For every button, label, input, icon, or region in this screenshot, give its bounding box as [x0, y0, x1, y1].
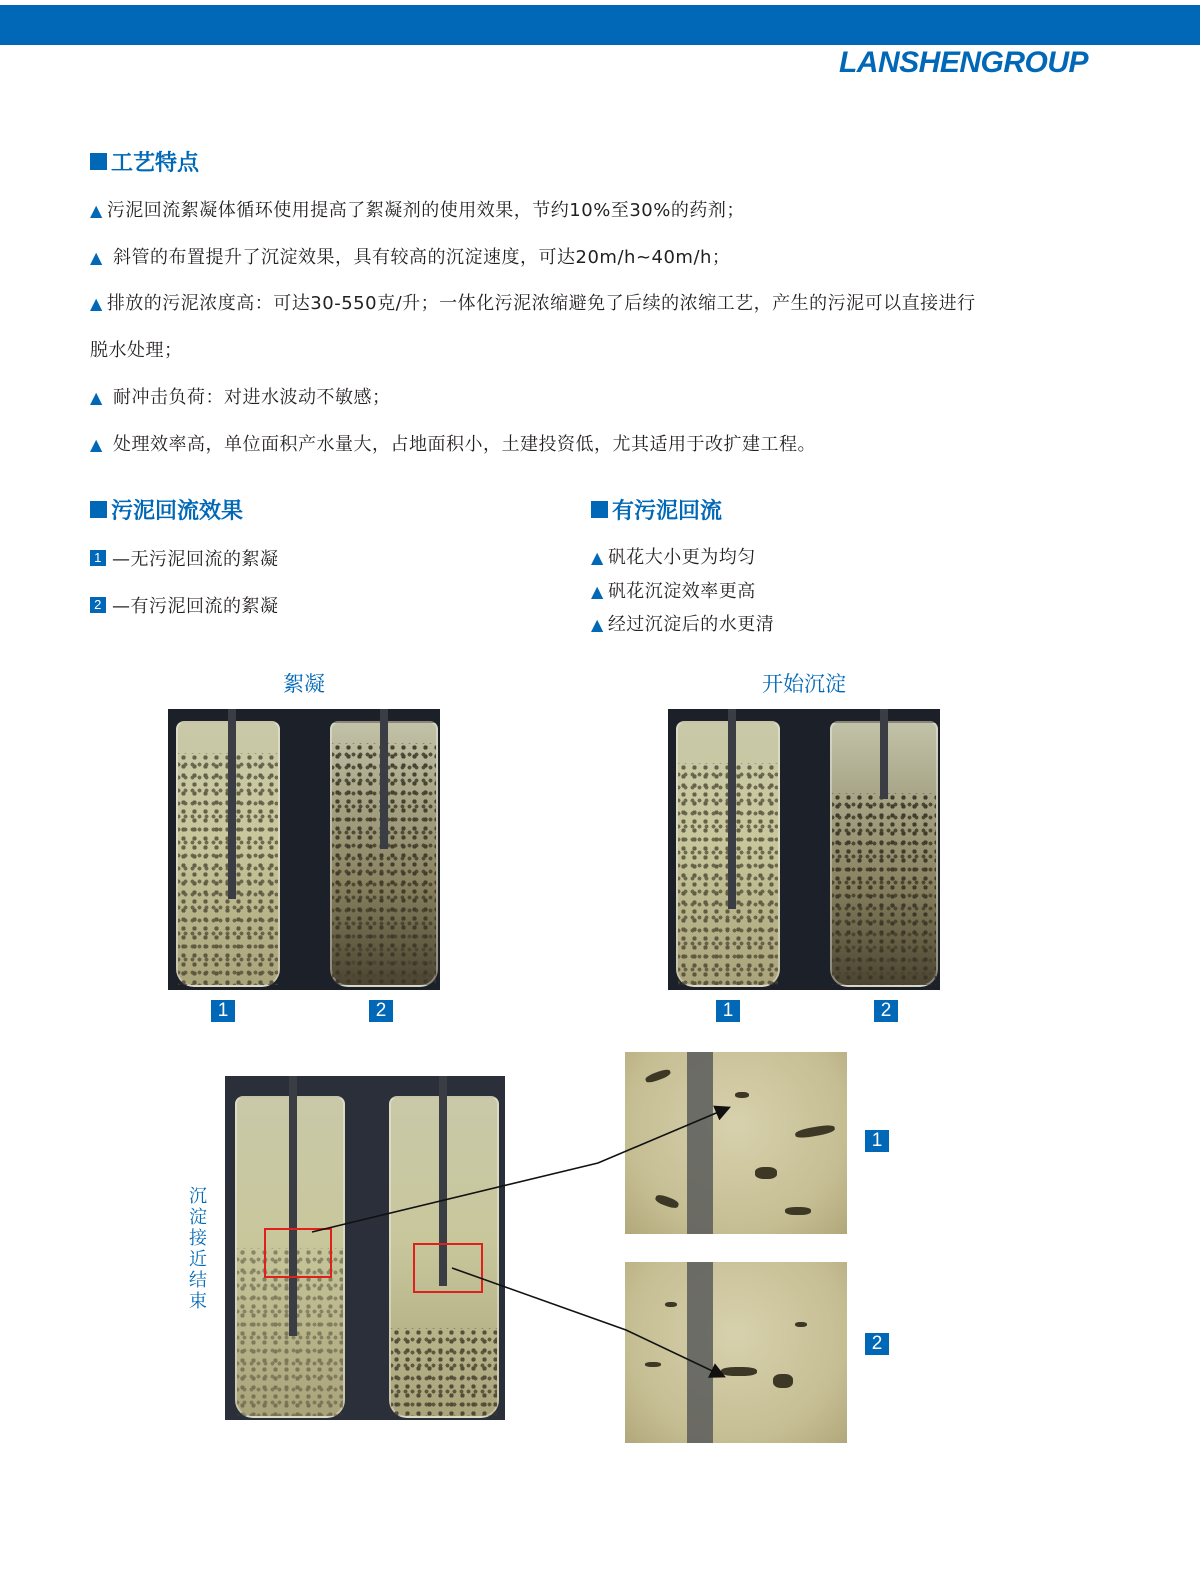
photo-label-2: 2 — [369, 1000, 393, 1022]
brand-logo: LANSHENGROUP — [838, 46, 1088, 79]
triangle-bullet-icon: ▲ — [90, 248, 103, 267]
legend-item-2 — [90, 592, 279, 618]
stirrer-rod — [228, 709, 236, 899]
stirrer-rod — [380, 709, 388, 849]
number-badge: 2 — [90, 597, 106, 613]
feature-item — [90, 289, 976, 315]
effect-title — [90, 494, 243, 525]
triangle-bullet-icon: ▲ — [90, 388, 103, 407]
with-return-item — [591, 543, 756, 569]
floc — [654, 1193, 680, 1210]
with-return-title-text: 有污泥回流 — [612, 499, 723, 524]
with-return-text: 矾花大小更为均匀 — [607, 547, 756, 568]
floc — [795, 1322, 807, 1327]
flocculation-photo — [168, 709, 440, 990]
stirrer-rod — [728, 709, 736, 909]
photo-label-1: 1 — [716, 1000, 740, 1022]
floc — [773, 1374, 793, 1388]
floc — [665, 1302, 677, 1307]
floc — [795, 1124, 836, 1140]
near-end-caption: 沉淀接近结束 — [189, 1186, 207, 1312]
highlight-box-1 — [264, 1228, 332, 1278]
flocculation-caption: 絮凝 — [283, 672, 325, 696]
triangle-bullet-icon: ▲ — [591, 548, 604, 567]
stirrer-rod — [880, 709, 888, 799]
feature-text: 斜管的布置提升了沉淀效果，具有较高的沉淀速度，可达20m/h~40m/h； — [106, 247, 731, 268]
floc — [785, 1207, 811, 1215]
zoom-view-1 — [625, 1052, 847, 1234]
stirrer-rod — [687, 1262, 713, 1443]
highlight-box-2 — [413, 1243, 483, 1293]
floc — [721, 1367, 757, 1376]
zoom-label-1: 1 — [865, 1130, 889, 1152]
number-badge: 1 — [90, 550, 106, 566]
settling-caption: 开始沉淀 — [762, 672, 846, 696]
photo-label-2: 2 — [874, 1000, 898, 1022]
effect-title-text: 污泥回流效果 — [111, 499, 244, 524]
legend-text: —有污泥回流的絮凝 — [112, 596, 279, 617]
triangle-bullet-icon: ▲ — [90, 294, 103, 313]
with-return-text: 经过沉淀后的水更清 — [607, 614, 775, 635]
feature-item — [90, 196, 745, 222]
triangle-bullet-icon: ▲ — [90, 201, 103, 220]
feature-item — [90, 430, 816, 456]
settling-photo — [668, 709, 940, 990]
legend-item-1 — [90, 545, 279, 571]
features-title-text: 工艺特点 — [111, 151, 200, 176]
flocs — [391, 1328, 497, 1416]
triangle-bullet-icon: ▲ — [591, 615, 604, 634]
square-bullet-icon — [90, 153, 107, 170]
feature-item — [90, 243, 730, 269]
flocs — [832, 793, 936, 985]
feature-text: 排放的污泥浓度高：可达30-550克/升；一体化污泥浓缩避免了后续的浓缩工艺，产生的污泥可以直接进行 — [106, 293, 976, 314]
features-title — [90, 146, 199, 177]
with-return-item — [591, 577, 756, 603]
floc — [644, 1068, 671, 1084]
stirrer-rod — [687, 1052, 713, 1234]
feature-text: 耐冲击负荷：对进水波动不敏感； — [106, 387, 391, 408]
triangle-bullet-icon: ▲ — [90, 435, 103, 454]
floc — [755, 1167, 777, 1179]
feature-item — [90, 383, 391, 409]
zoom-label-2: 2 — [865, 1333, 889, 1355]
triangle-bullet-icon: ▲ — [591, 582, 604, 601]
legend-text: —无污泥回流的絮凝 — [112, 549, 279, 570]
with-return-text: 矾花沉淀效率更高 — [607, 581, 756, 602]
floc — [645, 1362, 661, 1367]
square-bullet-icon — [90, 501, 107, 518]
floc — [735, 1092, 749, 1098]
feature-item-continuation: 脱水处理； — [90, 340, 183, 361]
feature-text: 污泥回流絮凝体循环使用提高了絮凝剂的使用效果，节约10%至30%的药剂； — [106, 200, 745, 221]
photo-label-1: 1 — [211, 1000, 235, 1022]
square-bullet-icon — [591, 501, 608, 518]
with-return-item — [591, 610, 774, 636]
stirrer-rod — [289, 1076, 297, 1336]
feature-text: 处理效率高，单位面积产水量大，占地面积小，土建投资低，尤其适用于改扩建工程。 — [106, 434, 817, 455]
header-bar — [0, 5, 1200, 45]
zoom-view-2 — [625, 1262, 847, 1443]
with-return-title — [591, 494, 722, 525]
